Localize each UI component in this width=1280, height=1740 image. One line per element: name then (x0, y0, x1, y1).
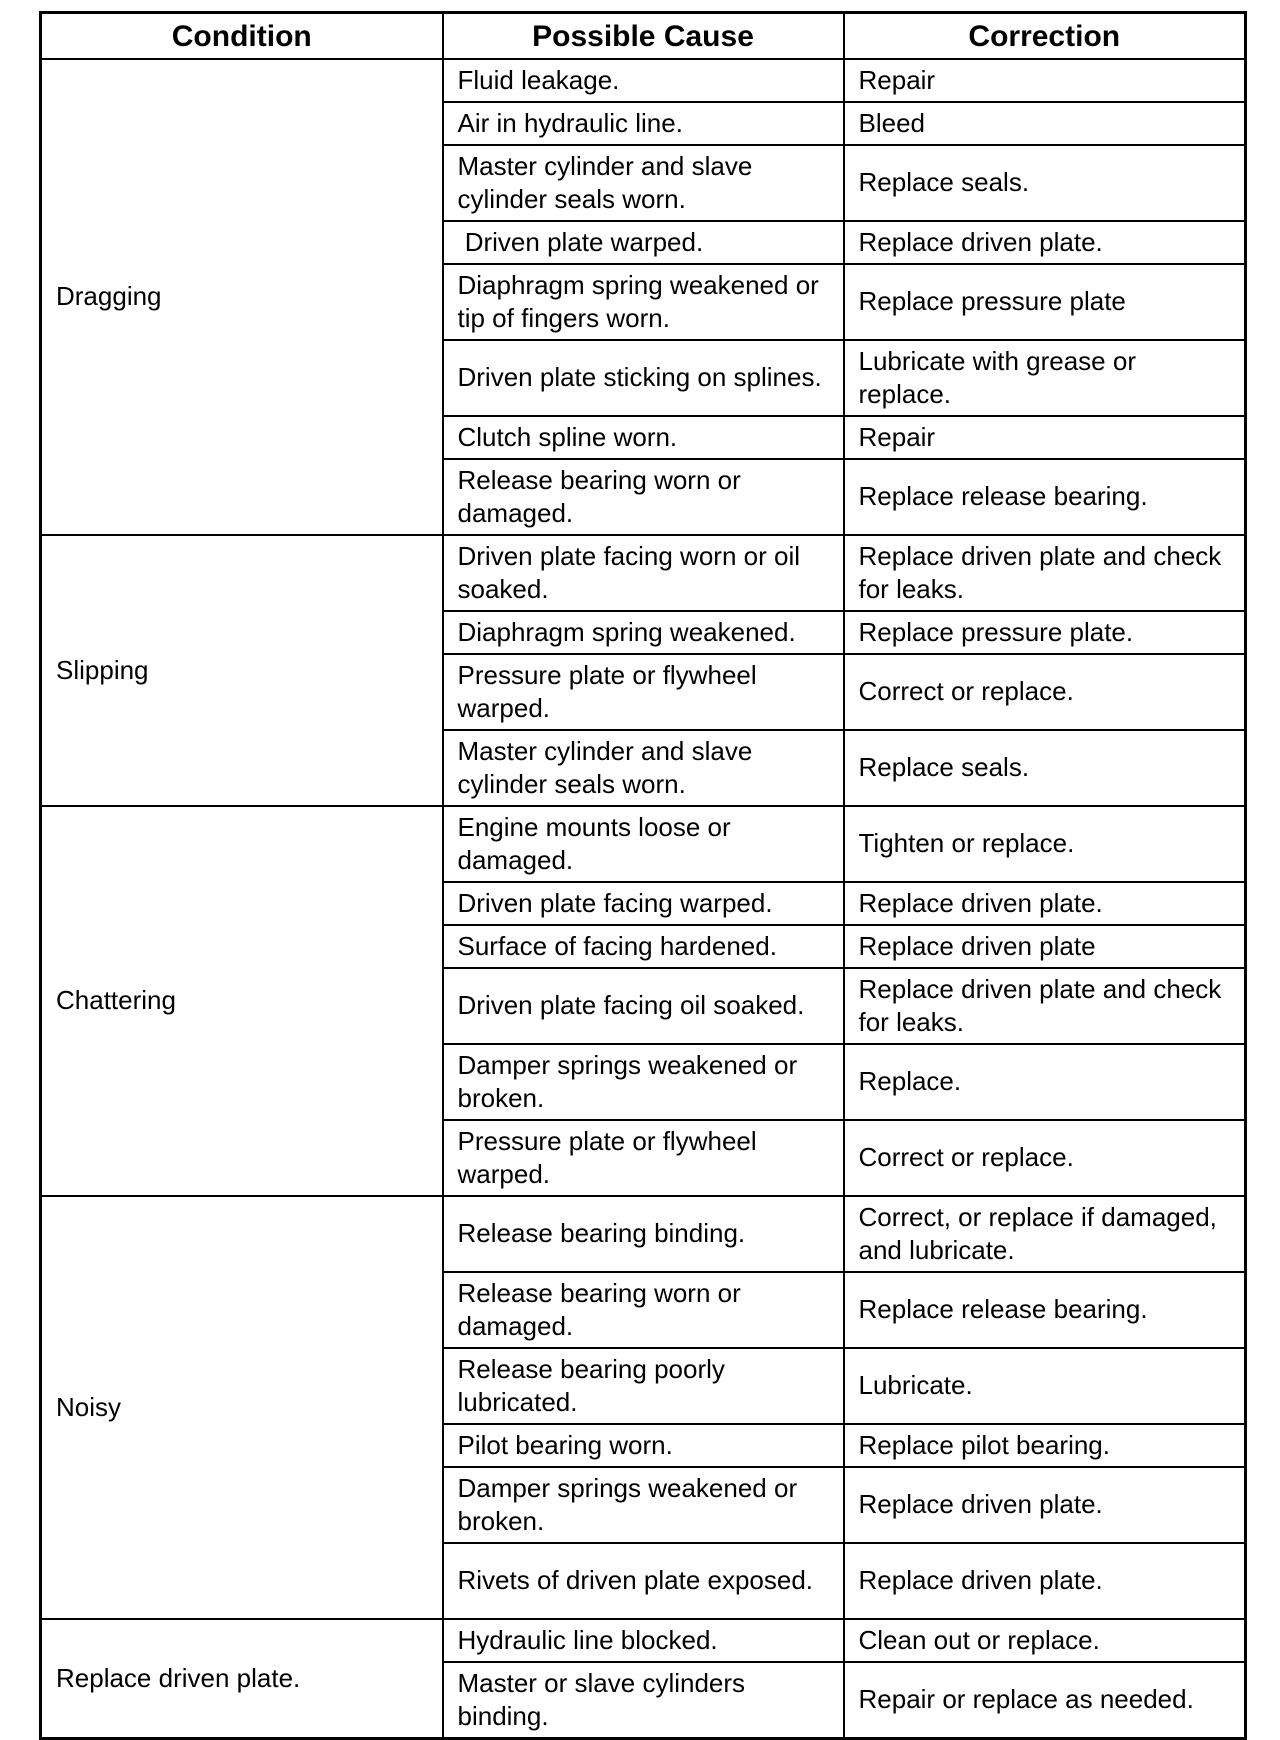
cause-cell: Master cylinder and slave cylinder seals worn. (443, 730, 844, 806)
correction-cell: Replace release bearing. (844, 459, 1246, 535)
correction-cell: Repair or replace as needed. (844, 1662, 1246, 1739)
cause-cell: Release bearing poorly lubricated. (443, 1348, 844, 1424)
cause-cell: Damper springs weakened or broken. (443, 1467, 844, 1543)
table-row (41, 59, 1246, 102)
cause-cell: Release bearing worn or damaged. (443, 1272, 844, 1348)
cause-cell: Pressure plate or flywheel warped. (443, 1120, 844, 1196)
cause-cell: Master cylinder and slave cylinder seals worn. (443, 145, 844, 221)
correction-cell: Replace seals. (844, 145, 1246, 221)
cause-cell: Driven plate warped. (443, 221, 844, 264)
cause-cell: Diaphragm spring weakened or tip of fingers worn. (443, 264, 844, 340)
cause-cell: Clutch spline worn. (443, 416, 844, 459)
cause-cell: Driven plate facing oil soaked. (443, 968, 844, 1044)
cause-cell: Engine mounts loose or damaged. (443, 806, 844, 882)
correction-cell: Replace pressure plate. (844, 611, 1246, 654)
correction-cell: Bleed (844, 102, 1246, 145)
correction-cell: Clean out or replace. (844, 1619, 1246, 1662)
cause-cell: Pressure plate or flywheel warped. (443, 654, 844, 730)
cause-cell: Pilot bearing worn. (443, 1424, 844, 1467)
cause-cell: Diaphragm spring weakened. (443, 611, 844, 654)
troubleshooting-table (39, 11, 1247, 1740)
correction-cell: Correct, or replace if damaged, and lubricate. (844, 1196, 1246, 1272)
cause-cell: Damper springs weakened or broken. (443, 1044, 844, 1120)
table-row (41, 1619, 1246, 1662)
header-condition: Condition (41, 13, 443, 60)
correction-cell: Replace driven plate (844, 925, 1246, 968)
correction-cell: Replace. (844, 1044, 1246, 1120)
condition-cell: Noisy (41, 1196, 443, 1619)
correction-cell: Repair (844, 416, 1246, 459)
cause-cell: Driven plate facing warped. (443, 882, 844, 925)
correction-cell: Replace pilot bearing. (844, 1424, 1246, 1467)
cause-cell: Release bearing worn or damaged. (443, 459, 844, 535)
correction-cell: Replace release bearing. (844, 1272, 1246, 1348)
condition-cell: Slipping (41, 535, 443, 806)
header-correction: Correction (844, 13, 1246, 60)
correction-cell: Replace driven plate and check for leaks. (844, 968, 1246, 1044)
cause-cell: Rivets of driven plate exposed. (443, 1543, 844, 1619)
correction-cell: Lubricate. (844, 1348, 1246, 1424)
correction-cell: Replace driven plate. (844, 882, 1246, 925)
correction-cell: Replace seals. (844, 730, 1246, 806)
cause-cell: Driven plate sticking on splines. (443, 340, 844, 416)
condition-cell: Chattering (41, 806, 443, 1196)
condition-cell: Dragging (41, 59, 443, 535)
correction-cell: Replace driven plate and check for leaks. (844, 535, 1246, 611)
correction-cell: Correct or replace. (844, 1120, 1246, 1196)
table-row (41, 806, 1246, 882)
table-row (41, 535, 1246, 611)
correction-cell: Replace pressure plate (844, 264, 1246, 340)
correction-cell: Replace driven plate. (844, 1467, 1246, 1543)
cause-cell: Fluid leakage. (443, 59, 844, 102)
cause-cell: Driven plate facing worn or oil soaked. (443, 535, 844, 611)
cause-cell: Release bearing binding. (443, 1196, 844, 1272)
table-row (41, 1196, 1246, 1272)
correction-cell: Correct or replace. (844, 654, 1246, 730)
correction-cell: Replace driven plate. (844, 1543, 1246, 1619)
correction-cell: Replace driven plate. (844, 221, 1246, 264)
cause-cell: Surface of facing hardened. (443, 925, 844, 968)
cause-cell: Hydraulic line blocked. (443, 1619, 844, 1662)
correction-cell: Tighten or replace. (844, 806, 1246, 882)
condition-cell: Replace driven plate. (41, 1619, 443, 1739)
correction-cell: Repair (844, 59, 1246, 102)
cause-cell: Air in hydraulic line. (443, 102, 844, 145)
correction-cell: Lubricate with grease or replace. (844, 340, 1246, 416)
header-row (41, 13, 1246, 60)
header-possible-cause: Possible Cause (443, 13, 844, 60)
cause-cell: Master or slave cylinders binding. (443, 1662, 844, 1739)
